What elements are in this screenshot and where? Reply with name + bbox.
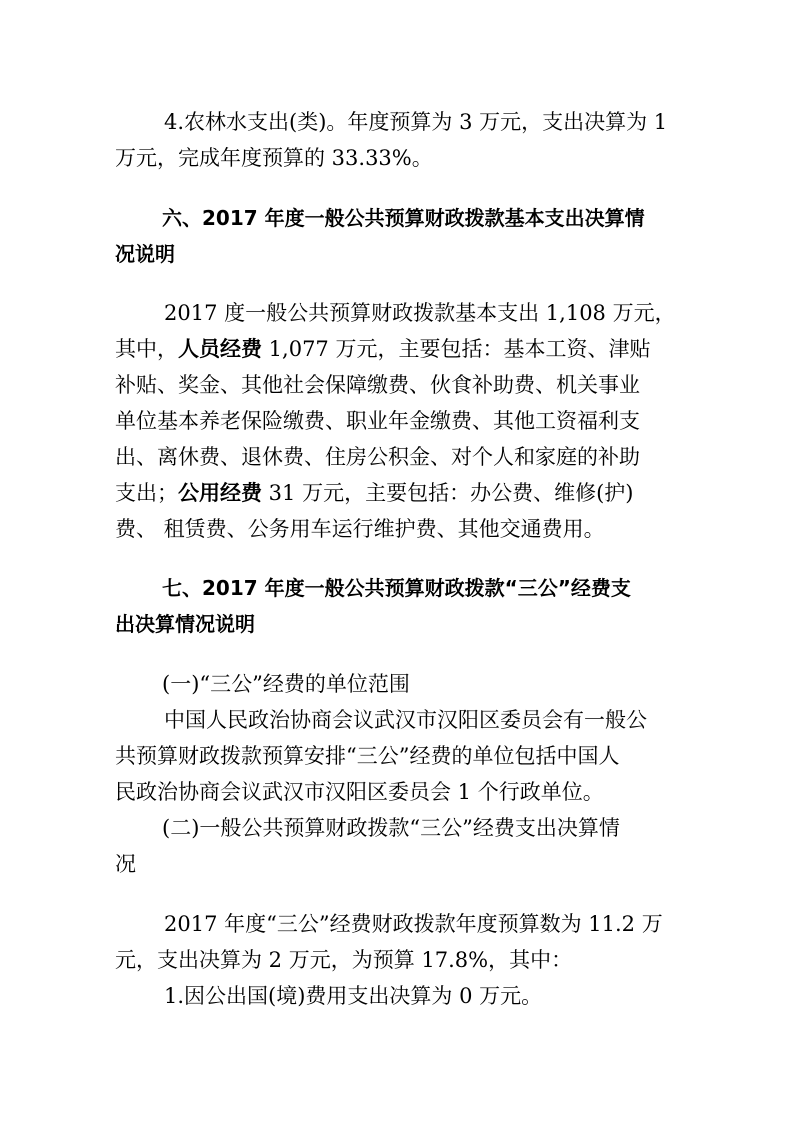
- subsection-2-title-line-2: 况: [115, 852, 136, 876]
- subsection-1-line-3: 民政治协商会议武汉市汉阳区委员会 1 个行政单位。: [115, 780, 604, 804]
- section-7-heading-line-1: 七、2017 年度一般公共预算财政拨款“三公”经费支: [162, 576, 631, 600]
- subsection-2-title-line-1: (二)一般公共预算财政拨款“三公”经费支出决算情: [162, 816, 620, 840]
- public-expense-term: 公用经费: [178, 481, 262, 505]
- basic-para-line-2-pre: 其中，: [115, 337, 178, 361]
- subsection-1-line-2: 共预算财政拨款预算安排“三公”经费的单位包括中国人: [115, 744, 620, 768]
- basic-para-line-7: 费、 租赁费、公务用车运行维护费、其他交通费用。: [115, 517, 605, 541]
- section-6-heading-line-2: 况说明: [115, 242, 175, 266]
- basic-para-line-3: 补贴、奖金、其他社会保障缴费、伙食补助费、机关事业: [115, 373, 640, 397]
- sangong-para-line-3: 1.因公出国(境)费用支出决算为 0 万元。: [164, 984, 543, 1008]
- basic-para-line-1: 2017 度一般公共预算财政拨款基本支出 1,108 万元，: [164, 301, 676, 325]
- sangong-para-line-1: 2017 年度“三公”经费财政拨款年度预算数为 11.2 万: [164, 912, 663, 936]
- basic-para-line-2-post: 1,077 万元，主要包括：基本工资、津贴: [262, 337, 651, 361]
- basic-para-line-6: [115, 478, 633, 508]
- section-7-heading-line-2: 出决算情况说明: [115, 612, 255, 636]
- personnel-expense-term: 人员经费: [178, 337, 262, 361]
- section-6-heading-line-1: 六、2017 年度一般公共预算财政拨款基本支出决算情: [162, 206, 645, 230]
- agri-para-line-2: 万元，完成年度预算的 33.33%。: [115, 146, 433, 170]
- sangong-para-line-2: 元，支出决算为 2 万元，为预算 17.8%，其中：: [115, 948, 573, 972]
- subsection-1-line-1: 中国人民政治协商会议武汉市汉阳区委员会有一般公: [164, 708, 647, 732]
- basic-para-line-2: [115, 334, 650, 364]
- basic-para-line-6-post: 31 万元，主要包括：办公费、维修(护): [262, 481, 634, 505]
- basic-para-line-6-pre: 支出；: [115, 481, 178, 505]
- subsection-1-title: (一)“三公”经费的单位范围: [162, 672, 410, 696]
- basic-para-line-4: 单位基本养老保险缴费、职业年金缴费、其他工资福利支: [115, 409, 640, 433]
- agri-para-line-1: 4.农林水支出(类)。年度预算为 3 万元，支出决算为 1: [164, 110, 668, 134]
- basic-para-line-5: 出、离休费、退休费、住房公积金、对个人和家庭的补助: [115, 445, 640, 469]
